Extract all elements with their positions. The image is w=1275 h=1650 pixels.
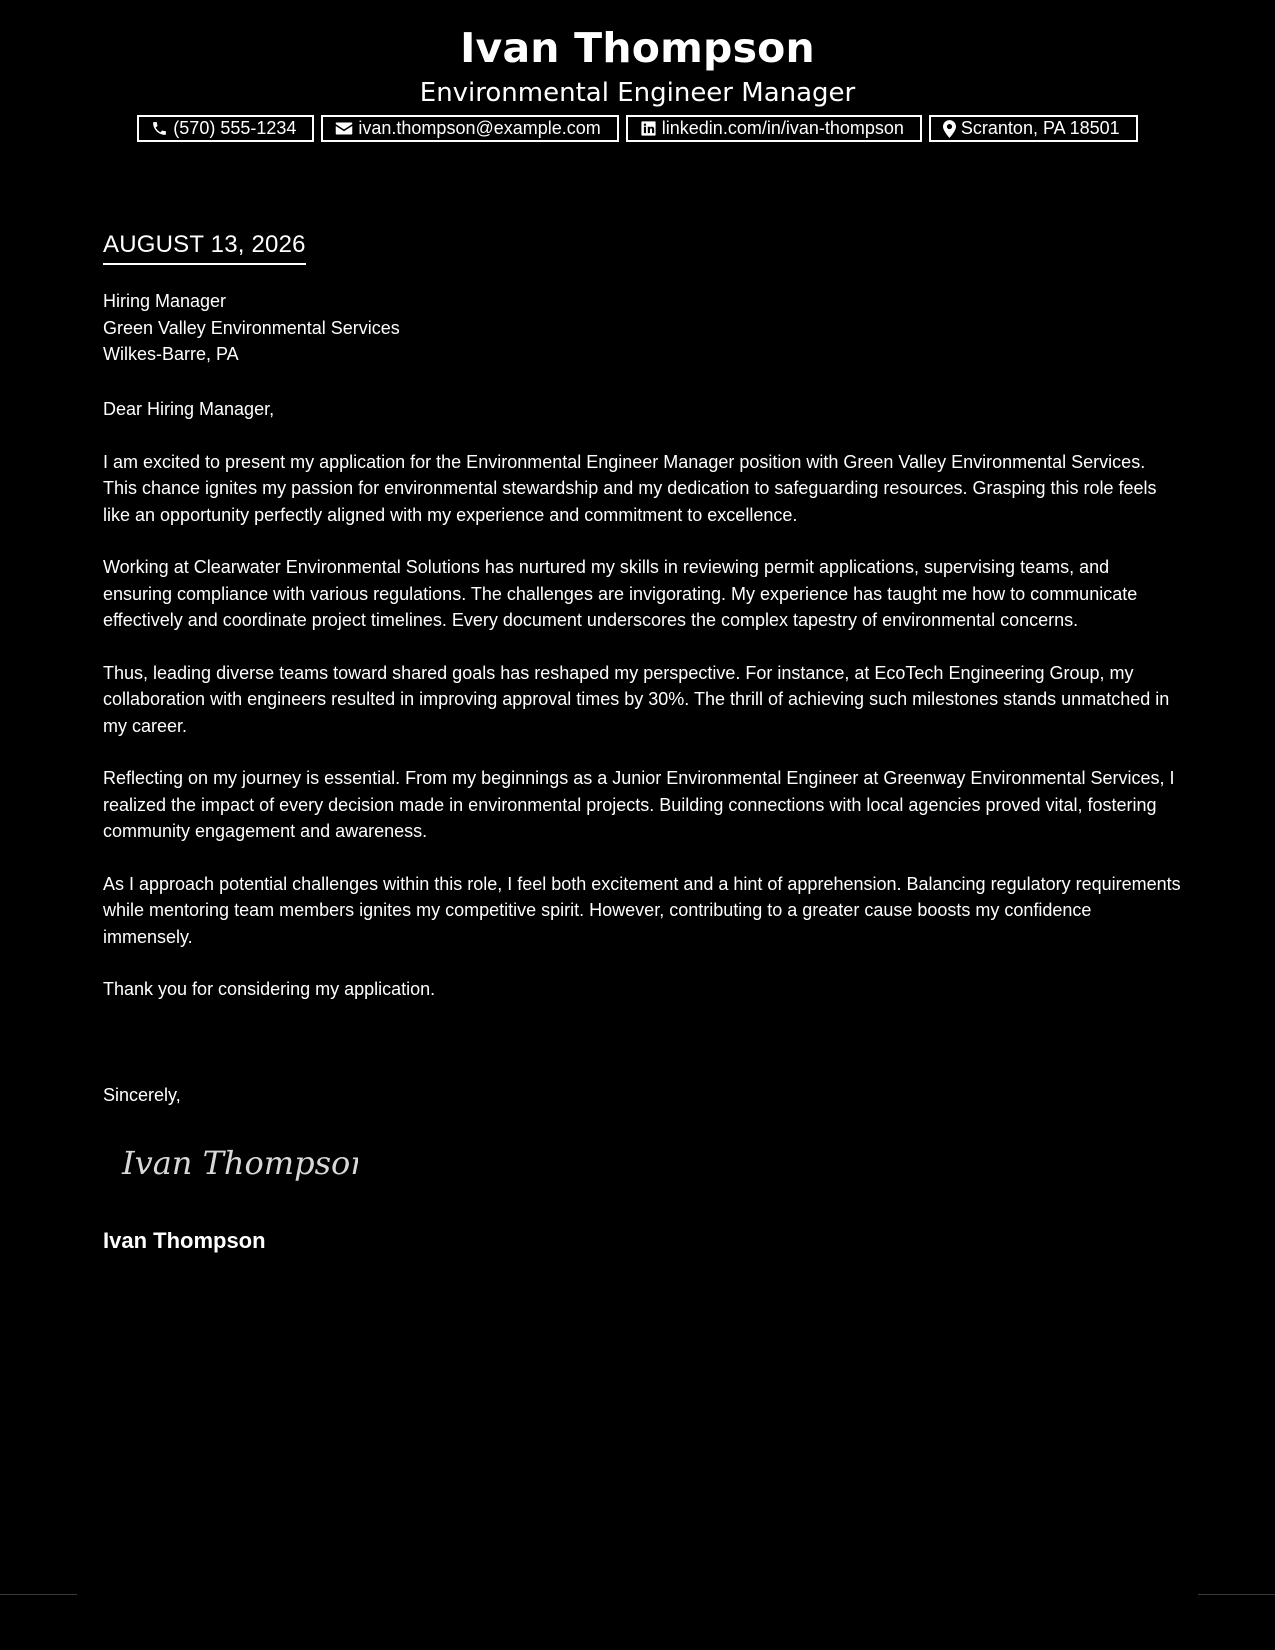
contact-location-text: Scranton, PA 18501 [960, 118, 1120, 138]
closing: Sincerely, [103, 1085, 181, 1105]
body-paragraph: Reflecting on my journey is essential. From my beginnings as a Junior Environmental Engineer at Greenway Environmental Services, I realized the impact of every decision made in environmental projects. Building connections with local agencies proved vital, fostering community engagement and awareness. [103, 768, 1175, 841]
signature-text: Ivan Thompson [122, 1144, 358, 1182]
envelope-icon [335, 121, 353, 136]
recipient-block [103, 288, 400, 368]
recipient-location: Wilkes-Barre, PA [103, 344, 239, 364]
handwritten-signature [118, 1134, 358, 1199]
contact-linkedin-text: linkedin.com/in/ivan-thompson [661, 118, 904, 138]
salutation: Dear Hiring Manager, [103, 399, 275, 419]
contact-email-text: ivan.thompson@example.com [358, 118, 601, 138]
contact-phone-text: (570) 555-1234 [173, 118, 297, 138]
recipient-role: Hiring Manager [103, 291, 227, 311]
footer-divider-left [0, 1594, 77, 1595]
contact-location[interactable] [929, 115, 1138, 142]
applicant-name: Ivan Thompson [460, 24, 815, 72]
footer-divider-right [1198, 1594, 1275, 1595]
thank-you-line: Thank you for considering my application. [103, 979, 436, 999]
body-paragraph: I am excited to present my application for the Environmental Engineer Manager position with Green Valley Environmental Services. This chance ignites my passion for environmental stewardship and my dedication to safeguarding resources. Grasping this role feels like an opportunity perfectly aligned with my experience and commitment to excellence. [103, 451, 1157, 525]
body-paragraph: Working at Clearwater Environmental Solutions has nurtured my skills in reviewing permit applications, supervising teams, and ensuring compliance with various regulations. The challenges are invigorating. My experience has taught me how to communicate effectively and coordinate project timelines. Every document underscores the complex tapestry of environmental concerns. [103, 557, 1138, 630]
letter-body [103, 396, 1183, 1029]
letter-header [0, 22, 1275, 142]
contact-bar [0, 115, 1275, 142]
letter-date: AUGUST 13, 2026 [103, 228, 306, 265]
contact-email[interactable] [321, 115, 618, 142]
map-marker-icon [943, 120, 956, 138]
linkedin-icon [640, 120, 657, 137]
signer-name: Ivan Thompson [103, 1228, 266, 1253]
contact-linkedin[interactable] [626, 115, 922, 142]
body-paragraph: Thus, leading diverse teams toward shared goals has reshaped my perspective. For instance, at EcoTech Engineering Group, my collaboration with engineers resulted in improving approval times by 30%. The thrill of achieving such milestones stands unmatched in my career. [103, 662, 1170, 736]
applicant-title: Environmental Engineer Manager [419, 78, 856, 108]
body-paragraph: As I approach potential challenges within this role, I feel both excitement and a hint of apprehension. Balancing regulatory requirements while mentoring team members ignites my competitive spirit. However, contributing to a greater cause boosts my confidence immensely. [103, 873, 1181, 947]
phone-icon [151, 120, 168, 137]
contact-phone[interactable] [137, 115, 314, 142]
recipient-company: Green Valley Environmental Services [103, 317, 400, 338]
